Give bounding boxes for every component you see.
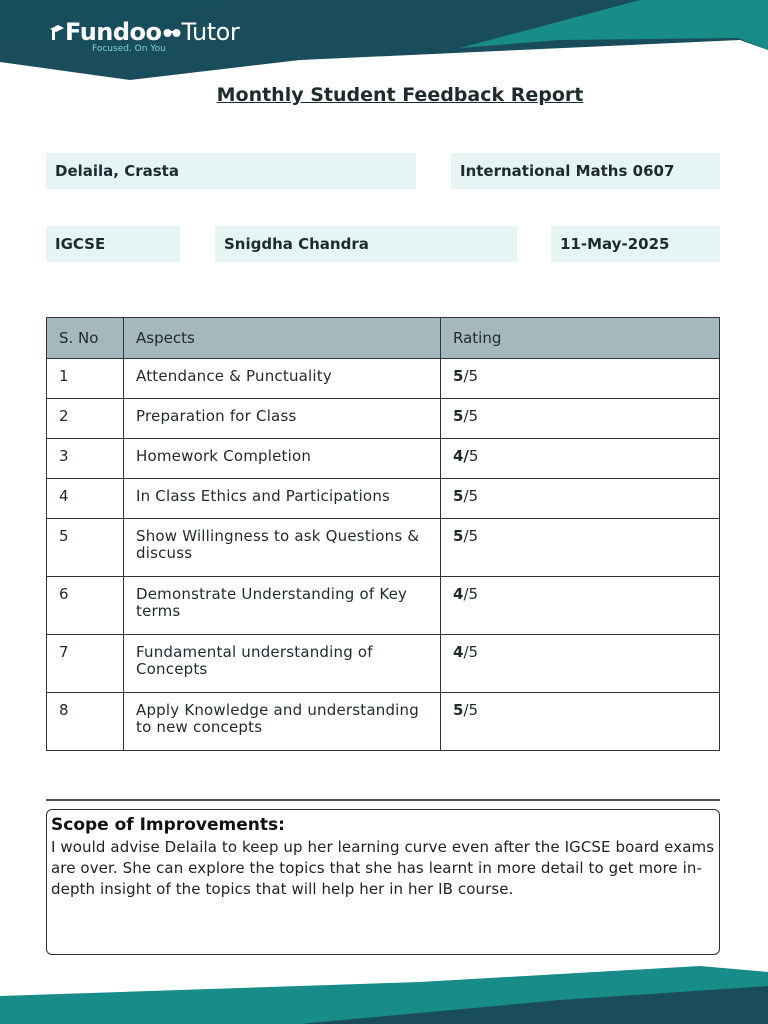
header-aspects: Aspects [124,318,441,359]
report-title: Monthly Student Feedback Report [216,84,584,106]
row-aspect: Show Willingness to ask Questions & discuss [124,519,441,577]
rating-max: /5 [463,487,479,505]
rating-score: 5 [453,701,464,719]
row-rating [441,635,720,693]
rating-score: 5 [453,367,464,385]
row-aspect: Apply Knowledge and understanding to new concepts [124,693,441,751]
row-aspect: Fundamental understanding of Concepts [124,635,441,693]
rating-max: 5 [468,447,479,465]
row-sno: 2 [47,399,124,439]
row-sno: 3 [47,439,124,479]
rating-max: /5 [463,585,479,603]
row-rating [441,693,720,751]
row-aspect: Preparation for Class [124,399,441,439]
rating-score: 5 [453,527,464,545]
table-row [47,693,720,751]
header-sno: S. No [47,318,124,359]
section-divider [46,799,720,801]
row-sno: 7 [47,635,124,693]
student-name-field: Delaila, Crasta [46,153,416,189]
table-header-row [47,318,720,359]
curriculum-field: IGCSE [46,226,180,262]
row-rating [441,399,720,439]
table-row [47,359,720,399]
rating-score: 4 [453,585,464,603]
rating-max: /5 [463,527,479,545]
graduation-cap-icon [50,24,64,40]
tutor-field: Snigdha Chandra [215,226,517,262]
rating-max: /5 [463,367,479,385]
row-rating [441,519,720,577]
rating-score: 5 [453,407,464,425]
scope-text: I would advise Delaila to keep up her learning curve even after the IGCSE board exams are over. She can explore the topics that she has learnt in more detail to get more in-depth insight of the topics that will help her in her IB course. [51,838,715,898]
row-sno: 6 [47,577,124,635]
row-rating [441,479,720,519]
rating-max: /5 [463,643,479,661]
brand-name-bold: Fundoo [65,18,162,46]
rating-score: 4 [453,643,464,661]
row-aspect: In Class Ethics and Participations [124,479,441,519]
scope-of-improvements-box [46,809,720,955]
rating-max: /5 [463,407,479,425]
rating-score: 4/ [453,447,469,465]
brand-name-light: Tutor [181,18,240,46]
row-aspect: Demonstrate Understanding of Key terms [124,577,441,635]
row-sno: 1 [47,359,124,399]
table-row [47,577,720,635]
row-rating [441,439,720,479]
row-aspect: Attendance & Punctuality [124,359,441,399]
scope-title: Scope of Improvements: [51,815,285,835]
header-rating: Rating [441,318,720,359]
row-rating [441,577,720,635]
brand-tagline: Focused. On You [92,44,166,54]
rating-max: /5 [463,701,479,719]
row-aspect: Homework Completion [124,439,441,479]
table-row [47,519,720,577]
row-sno: 4 [47,479,124,519]
subject-field: International Maths 0607 [451,153,720,189]
table-row [47,439,720,479]
rating-score: 5 [453,487,464,505]
row-rating [441,359,720,399]
brand-logo [50,18,239,54]
table-row [47,399,720,439]
row-sno: 8 [47,693,124,751]
glasses-icon [163,26,181,38]
date-field: 11-May-2025 [551,226,720,262]
table-row [47,635,720,693]
ratings-table [46,317,720,751]
row-sno: 5 [47,519,124,577]
table-row [47,479,720,519]
footer-band [0,960,768,1024]
